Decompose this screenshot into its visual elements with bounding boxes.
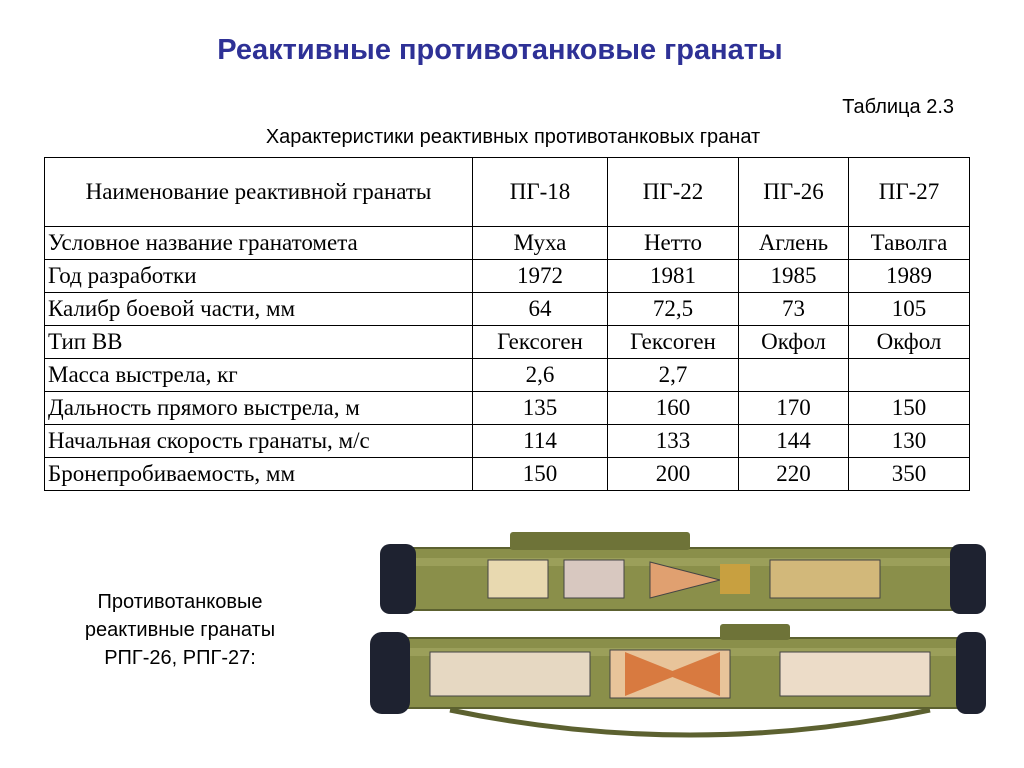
row-label: Калибр боевой части, мм: [45, 293, 473, 326]
table-row: [45, 260, 970, 293]
table-row: [45, 293, 970, 326]
header-cell-pg27: ПГ-27: [849, 158, 970, 227]
table-row: [45, 392, 970, 425]
table-cell: 114: [473, 425, 608, 458]
row-label: Дальность прямого выстрела, м: [45, 392, 473, 425]
table-cell: 2,7: [608, 359, 739, 392]
table-row: [45, 359, 970, 392]
table-row: [45, 425, 970, 458]
table-cell: Гексоген: [473, 326, 608, 359]
table-row: [45, 227, 970, 260]
table-cell: 133: [608, 425, 739, 458]
table-number: Таблица 2.3: [842, 96, 954, 118]
row-label: Начальная скорость гранаты, м/с: [45, 425, 473, 458]
table-cell: 170: [739, 392, 849, 425]
table-cell: 160: [608, 392, 739, 425]
characteristics-table: [44, 157, 970, 491]
slide-title: Реактивные противотанковые гранаты: [217, 34, 783, 66]
table-cell: [739, 359, 849, 392]
row-label: Условное название гранатомета: [45, 227, 473, 260]
table-cell: [849, 359, 970, 392]
table-cell: 144: [739, 425, 849, 458]
table-cell: 1985: [739, 260, 849, 293]
table-cell: Аглень: [739, 227, 849, 260]
header-cell-pg22: ПГ-22: [608, 158, 739, 227]
row-label: Масса выстрела, кг: [45, 359, 473, 392]
table-cell: 2,6: [473, 359, 608, 392]
table-caption: Характеристики реактивных противотанковых гранат: [265, 126, 761, 148]
rpg-launchers-illustration: [360, 520, 990, 760]
table-cell: Окфол: [739, 326, 849, 359]
table-cell: 200: [608, 458, 739, 491]
table-cell: Окфол: [849, 326, 970, 359]
table-cell: 350: [849, 458, 970, 491]
row-label: Год разработки: [45, 260, 473, 293]
table-cell: 150: [849, 392, 970, 425]
table-cell: 105: [849, 293, 970, 326]
table-cell: Нетто: [608, 227, 739, 260]
header-cell-pg18: ПГ-18: [473, 158, 608, 227]
table-row: [45, 326, 970, 359]
table-cell: 130: [849, 425, 970, 458]
row-label: Тип ВВ: [45, 326, 473, 359]
table-cell: 135: [473, 392, 608, 425]
table-row: [45, 458, 970, 491]
rpg-27-launcher: [370, 624, 986, 735]
table-cell: 1989: [849, 260, 970, 293]
rpg-26-launcher: [380, 532, 986, 614]
table-cell: Таволга: [849, 227, 970, 260]
table-header-row: [45, 158, 970, 227]
header-label-cell: Наименование реактивной гранаты: [45, 158, 473, 227]
header-cell-pg26: ПГ-26: [739, 158, 849, 227]
table-cell: Муха: [473, 227, 608, 260]
row-label: Бронепробиваемость, мм: [45, 458, 473, 491]
table-cell: 73: [739, 293, 849, 326]
table-cell: 64: [473, 293, 608, 326]
table-cell: Гексоген: [608, 326, 739, 359]
table-cell: 220: [739, 458, 849, 491]
table-cell: 1981: [608, 260, 739, 293]
table-cell: 150: [473, 458, 608, 491]
table-cell: 72,5: [608, 293, 739, 326]
image-caption: Противотанковые реактивные гранаты РПГ-26, РПГ-27:: [84, 591, 276, 669]
table-cell: 1972: [473, 260, 608, 293]
